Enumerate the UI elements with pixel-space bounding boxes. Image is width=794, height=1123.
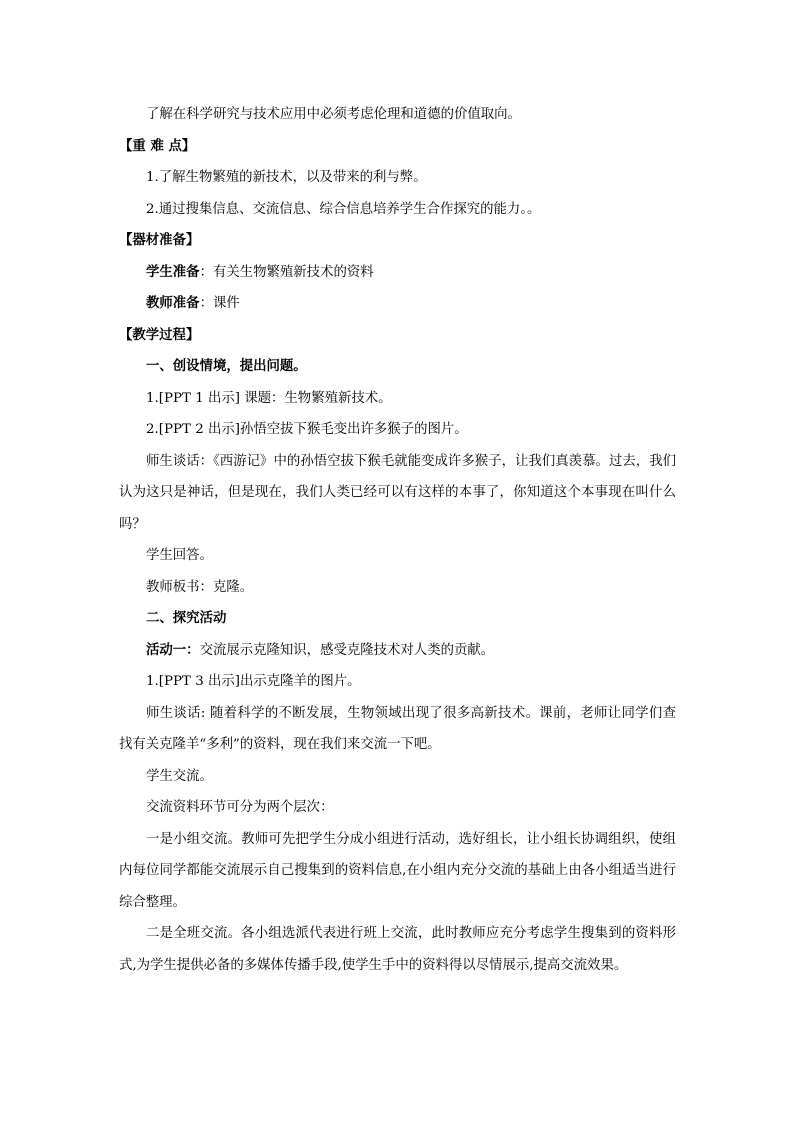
student-materials-line: [119, 257, 676, 289]
levels-intro-line: 交流资料环节可分为两个层次：: [146, 800, 334, 815]
intro-line: 了解在科学研究与技术应用中必须考虑伦理和道德的价值取向。: [146, 107, 521, 122]
student-materials-label: 学生准备: [146, 263, 200, 280]
student-materials-text: ：有关生物繁殖新技术的资料: [199, 264, 374, 280]
section2-title: 二、探究活动: [146, 610, 227, 626]
materials-heading: 【器材准备】: [119, 232, 200, 248]
level1-paragraph: 一是小组交流。教师可先把学生分成小组进行活动，选好组长，让小组长协调组织，使组内每位同学都能交流展示自己搜集到的资料信息,在小组内充分交流的基础上由各小组适当进行综合整理。: [119, 831, 676, 910]
student-exchange-line: 学生交流。: [146, 768, 213, 784]
key-point-item: 2.通过搜集信息、交流信息、综合信息培养学生合作探究的能力。。: [146, 201, 541, 217]
process-heading: 【教学过程】: [119, 326, 200, 343]
ppt3-line: 1.[PPT 3 出示]出示克隆羊的图片。: [146, 674, 361, 689]
activity1-text: 交流展示克隆知识，感受克隆技术对人类的贡献。: [199, 642, 495, 658]
ppt1-line: 1.[PPT 1 出示] 课题：生物繁殖新技术。: [146, 390, 392, 406]
activity1-line: [119, 635, 676, 667]
teacher-materials-line: [119, 288, 676, 320]
activity1-label: 活动一：: [146, 641, 200, 658]
section1-title: 一、创设情境，提出问题。: [146, 358, 307, 374]
board-writing-line: 教师板书：克隆。: [146, 579, 254, 595]
student-answer-line: 学生回答。: [146, 548, 213, 563]
teacher-talk-paragraph: 师生谈话：《西游记》中的孙悟空拔下猴毛就能变成许多猴子，让我们真羡慕。过去，我们认为这只是神话，但是现在，我们人类已经可以有这样的本事了，你知道这个本事现在叫什么吗？: [119, 453, 676, 532]
level2-paragraph: 二是全班交流。各小组选派代表进行班上交流，此时教师应充分考虑学生搜集到的资料形式,为学生提供必备的多媒体传播手段,使学生手中的资料得以尽情展示,提高交流效果。: [119, 926, 676, 973]
ppt2-line: 2.[PPT 2 出示]孙悟空拔下猴毛变出许多猴子的图片。: [146, 422, 468, 437]
teacher-materials-label: 教师准备: [146, 295, 200, 311]
key-point-item: 1.了解生物繁殖的新技术，以及带来的利与弊。: [146, 170, 427, 185]
key-points-heading: 【重 难 点】: [119, 137, 196, 154]
teacher-talk-paragraph-2: 师生谈话: 随着科学的不断发展，生物领域出现了很多高新技术。课前，老师让同学们查找有关克隆羊“多利”的资料，现在我们来交流一下吧。: [119, 705, 676, 752]
document-body: [119, 99, 676, 981]
teacher-materials-text: ：课件: [199, 296, 240, 311]
